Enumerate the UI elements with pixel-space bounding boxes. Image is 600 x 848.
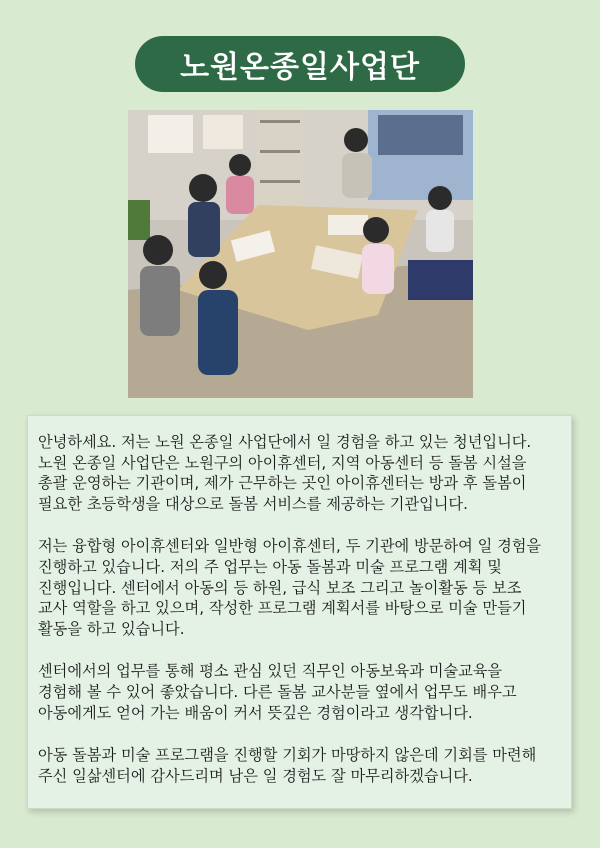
paragraph-intro: 안녕하세요. 저는 노원 온종일 사업단에서 일 경험을 하고 있는 청년입니다. 노원 온종일 사업단은 노원구의 아이휴센터, 지역 아동센터 등 돌봄 시설을 총괄 운영하는 기관이며, 제가 근무하는 곳인 아이휴센터는 방과 후 돌봄이 필요한 초등학생을 대상으로 돌봄 서비스를 제공하는 기관입니다. — [38, 433, 532, 513]
paragraph-closing: 아동 돌봄과 미술 프로그램을 진행할 기회가 마땅하지 않은데 기회를 마련해 주신 일삶센터에 감사드리며 남은 일 경험도 잘 마무리하겠습니다. — [38, 746, 537, 785]
body-text-box — [27, 415, 572, 809]
activity-photo — [128, 110, 473, 398]
title-banner — [135, 36, 465, 92]
paragraph-duties: 저는 융합형 아이휴센터와 일반형 아이휴센터, 두 기관에 방문하여 일 경험을 진행하고 있습니다. 저의 주 업무는 아동 돌봄과 미술 프로그램 계획 및 진행입니다. 센터에서 아동의 등 하원, 급식 보조 그리고 놀이활동 등 보조 교사 역할을 하고 있으며, 작성한 프로그램 계획서를 바탕으로 미술 만들기 활동을 하고 있습니다. — [38, 537, 542, 638]
page-title: 노원온종일사업단 — [180, 50, 420, 85]
photo-illustration — [128, 110, 473, 398]
paragraph-experience: 센터에서의 업무를 통해 평소 관심 있던 직무인 아동보육과 미술교육을 경험해 볼 수 있어 좋았습니다. 다른 돌봄 교사분들 옆에서 업무도 배우고 아동에게도 얻어 가는 배움이 커서 뜻깊은 경험이라고 생각합니다. — [38, 662, 517, 722]
